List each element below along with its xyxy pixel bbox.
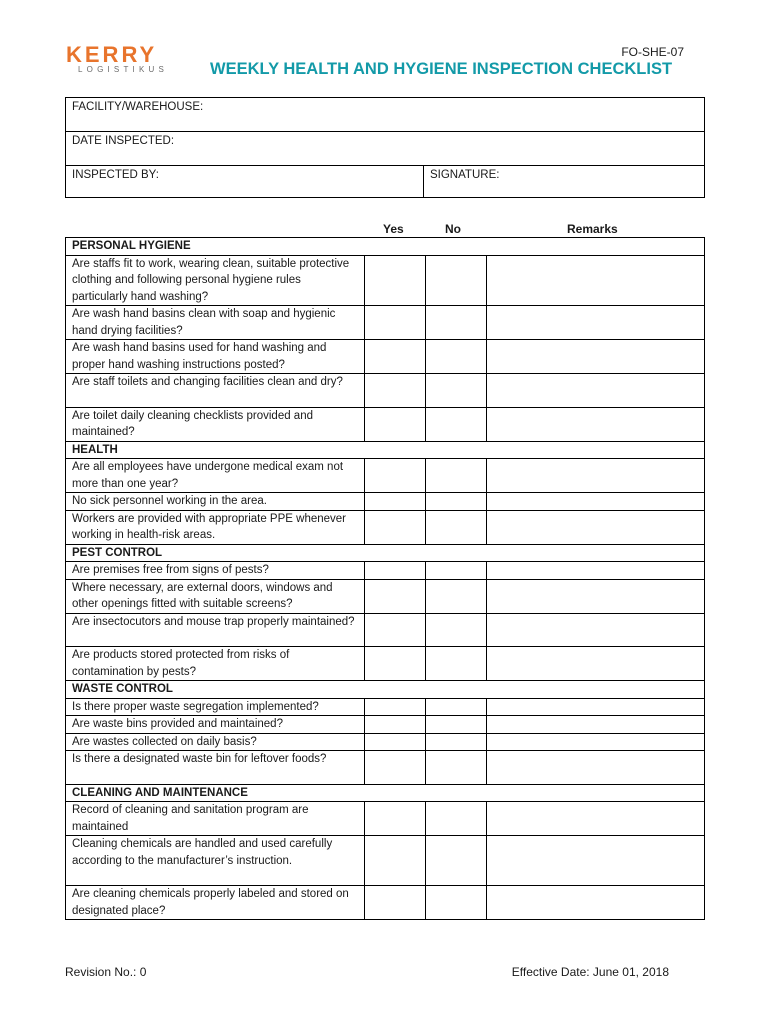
section-header-row [66, 681, 705, 699]
yes-checkbox-cell[interactable] [365, 579, 426, 613]
checklist-question: Record of cleaning and sanitation program are maintained [66, 802, 365, 836]
no-checkbox-cell[interactable] [426, 647, 487, 681]
column-header-yes: Yes [383, 222, 404, 236]
checklist-row [66, 510, 705, 544]
yes-checkbox-cell[interactable] [365, 255, 426, 306]
no-checkbox-cell[interactable] [426, 510, 487, 544]
checklist-question: Is there a designated waste bin for leftover foods? [66, 751, 365, 785]
no-checkbox-cell[interactable] [426, 407, 487, 441]
checklist-question: Is there proper waste segregation implemented? [66, 698, 365, 716]
remarks-cell[interactable] [487, 340, 705, 374]
inspected-by-field[interactable] [66, 166, 424, 198]
section-header-row [66, 238, 705, 256]
checklist-question: Where necessary, are external doors, windows and other openings fitted with suitable screens? [66, 579, 365, 613]
checklist-row [66, 698, 705, 716]
no-checkbox-cell[interactable] [426, 733, 487, 751]
yes-checkbox-cell[interactable] [365, 493, 426, 511]
yes-checkbox-cell[interactable] [365, 562, 426, 580]
yes-checkbox-cell[interactable] [365, 613, 426, 647]
date-inspected-label: DATE INSPECTED: [72, 135, 175, 147]
no-checkbox-cell[interactable] [426, 716, 487, 734]
checklist-question: Cleaning chemicals are handled and used carefully according to the manufacturer’s instruction. [66, 836, 365, 886]
facility-label: FACILITY/WAREHOUSE: [72, 101, 204, 113]
no-checkbox-cell[interactable] [426, 340, 487, 374]
yes-checkbox-cell[interactable] [365, 698, 426, 716]
remarks-cell[interactable] [487, 802, 705, 836]
section-title: PERSONAL HYGIENE [66, 238, 705, 256]
checklist-row [66, 579, 705, 613]
checklist-row [66, 374, 705, 408]
yes-checkbox-cell[interactable] [365, 340, 426, 374]
column-header-remarks: Remarks [567, 222, 618, 236]
checklist-row [66, 836, 705, 886]
yes-checkbox-cell[interactable] [365, 374, 426, 408]
signature-label: SIGNATURE: [430, 169, 500, 181]
no-checkbox-cell[interactable] [426, 751, 487, 785]
yes-checkbox-cell[interactable] [365, 751, 426, 785]
checklist-row [66, 493, 705, 511]
no-checkbox-cell[interactable] [426, 836, 487, 886]
remarks-cell[interactable] [487, 613, 705, 647]
checklist-question: Are insectocutors and mouse trap properly maintained? [66, 613, 365, 647]
checklist-row [66, 886, 705, 920]
no-checkbox-cell[interactable] [426, 459, 487, 493]
yes-checkbox-cell[interactable] [365, 733, 426, 751]
yes-checkbox-cell[interactable] [365, 459, 426, 493]
no-checkbox-cell[interactable] [426, 886, 487, 920]
checklist-question: Are premises free from signs of pests? [66, 562, 365, 580]
no-checkbox-cell[interactable] [426, 579, 487, 613]
company-logo [66, 44, 184, 74]
checklist-row [66, 306, 705, 340]
checklist-row [66, 255, 705, 306]
yes-checkbox-cell[interactable] [365, 306, 426, 340]
remarks-cell[interactable] [487, 306, 705, 340]
no-checkbox-cell[interactable] [426, 698, 487, 716]
remarks-cell[interactable] [487, 886, 705, 920]
yes-checkbox-cell[interactable] [365, 510, 426, 544]
signature-field[interactable] [424, 166, 705, 198]
remarks-cell[interactable] [487, 579, 705, 613]
remarks-cell[interactable] [487, 751, 705, 785]
checklist-row [66, 459, 705, 493]
form-code: FO-SHE-07 [621, 45, 684, 59]
checklist-question: Are waste bins provided and maintained? [66, 716, 365, 734]
no-checkbox-cell[interactable] [426, 374, 487, 408]
column-header-no: No [445, 222, 461, 236]
revision-number: Revision No.: 0 [65, 965, 147, 979]
checklist-row [66, 802, 705, 836]
remarks-cell[interactable] [487, 493, 705, 511]
remarks-cell[interactable] [487, 407, 705, 441]
remarks-cell[interactable] [487, 255, 705, 306]
checklist-row [66, 613, 705, 647]
inspection-info-table [65, 97, 705, 198]
section-title: WASTE CONTROL [66, 681, 705, 699]
remarks-cell[interactable] [487, 459, 705, 493]
no-checkbox-cell[interactable] [426, 255, 487, 306]
logo-subtitle: LOGISTIKUS [78, 65, 169, 74]
yes-checkbox-cell[interactable] [365, 836, 426, 886]
inspected-by-label: INSPECTED BY: [72, 169, 159, 181]
document-title: WEEKLY HEALTH AND HYGIENE INSPECTION CHECKLIST [210, 60, 673, 78]
checklist-question: Are cleaning chemicals properly labeled and stored on designated place? [66, 886, 365, 920]
checklist-question: Are staff toilets and changing facilities clean and dry? [66, 374, 365, 408]
checklist-row [66, 733, 705, 751]
checklist-question: Are wash hand basins clean with soap and hygienic hand drying facilities? [66, 306, 365, 340]
effective-date: Effective Date: June 01, 2018 [511, 965, 669, 979]
remarks-cell[interactable] [487, 698, 705, 716]
yes-checkbox-cell[interactable] [365, 802, 426, 836]
checklist-question: Are all employees have undergone medical exam not more than one year? [66, 459, 365, 493]
yes-checkbox-cell[interactable] [365, 886, 426, 920]
no-checkbox-cell[interactable] [426, 802, 487, 836]
checklist-row [66, 647, 705, 681]
section-title: HEALTH [66, 441, 705, 459]
section-title: PEST CONTROL [66, 544, 705, 562]
remarks-cell[interactable] [487, 647, 705, 681]
section-header-row [66, 441, 705, 459]
remarks-cell[interactable] [487, 510, 705, 544]
checklist-row [66, 716, 705, 734]
date-inspected-field[interactable] [66, 132, 705, 166]
checklist-question: Are toilet daily cleaning checklists provided and maintained? [66, 407, 365, 441]
remarks-cell[interactable] [487, 836, 705, 886]
yes-checkbox-cell[interactable] [365, 407, 426, 441]
checklist-question: Are staffs fit to work, wearing clean, suitable protective clothing and following personal hygiene rules particularly hand washing? [66, 255, 365, 306]
checklist-question: Are wastes collected on daily basis? [66, 733, 365, 751]
checklist-row [66, 562, 705, 580]
checklist-row [66, 751, 705, 785]
checklist-question: No sick personnel working in the area. [66, 493, 365, 511]
remarks-cell[interactable] [487, 562, 705, 580]
no-checkbox-cell[interactable] [426, 562, 487, 580]
yes-checkbox-cell[interactable] [365, 647, 426, 681]
section-header-row [66, 544, 705, 562]
no-checkbox-cell[interactable] [426, 306, 487, 340]
facility-field[interactable] [66, 98, 705, 132]
logo-wordmark: KERRY [66, 42, 158, 67]
checklist-question: Are products stored protected from risks of contamination by pests? [66, 647, 365, 681]
remarks-cell[interactable] [487, 716, 705, 734]
section-title: CLEANING AND MAINTENANCE [66, 784, 705, 802]
checklist-question: Workers are provided with appropriate PPE whenever working in health-risk areas. [66, 510, 365, 544]
checklist-row [66, 340, 705, 374]
checklist-question: Are wash hand basins used for hand washing and proper hand washing instructions posted? [66, 340, 365, 374]
remarks-cell[interactable] [487, 733, 705, 751]
yes-checkbox-cell[interactable] [365, 716, 426, 734]
checklist-table [65, 237, 705, 920]
section-header-row [66, 784, 705, 802]
no-checkbox-cell[interactable] [426, 613, 487, 647]
checklist-row [66, 407, 705, 441]
no-checkbox-cell[interactable] [426, 493, 487, 511]
remarks-cell[interactable] [487, 374, 705, 408]
